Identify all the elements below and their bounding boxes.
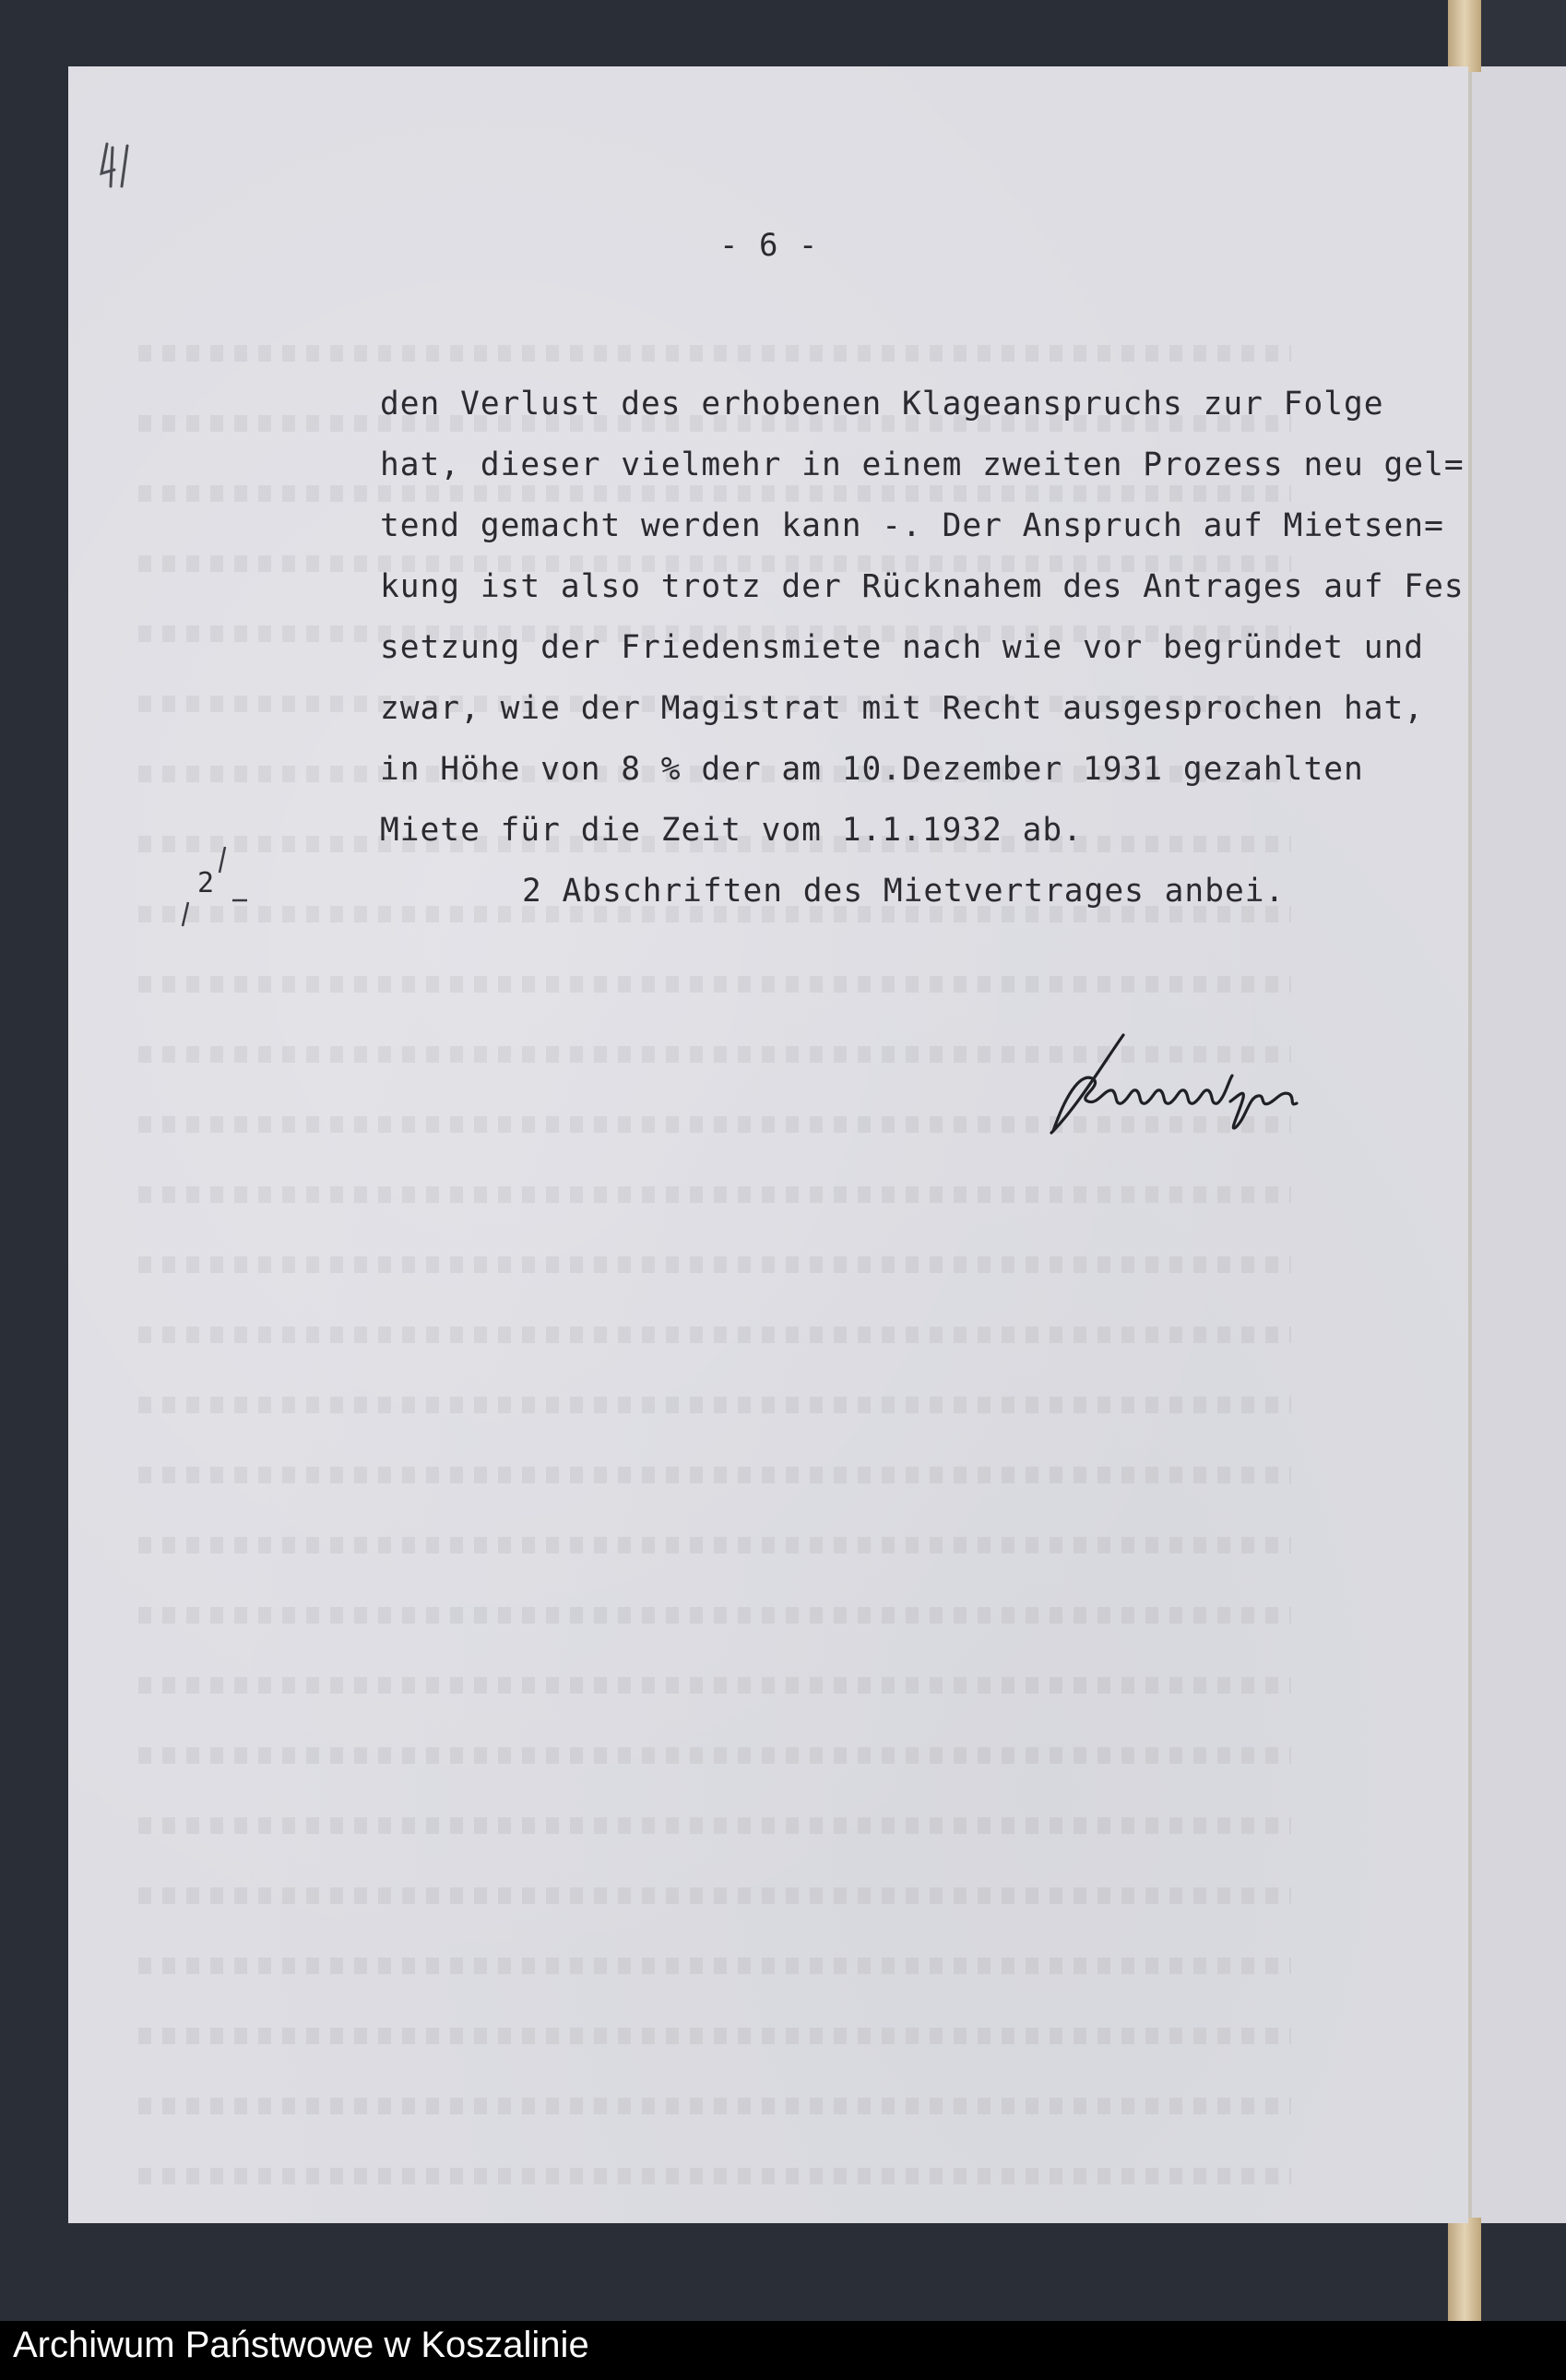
body-line-8: Miete für die Zeit vom 1.1.1932 ab. [380, 812, 1083, 849]
margin-enclosure-mark [177, 841, 260, 934]
archive-name: Archiwum Państwowe w Koszalinie [13, 2325, 589, 2365]
page-number: - 6 - [719, 227, 819, 264]
body-line-5: setzung der Friedensmiete nach wie vor begründet und [380, 629, 1425, 666]
body-line-3: tend gemacht werden kann -. Der Anspruch auf Mietsen= [380, 507, 1444, 544]
scanner-background [1481, 0, 1566, 66]
enclosure-note: 2 Abschriften des Mietvertrages anbei. [522, 873, 1286, 910]
margin-mark-number: 2 [197, 867, 215, 899]
handwritten-folio-number [94, 138, 149, 194]
body-line-1: den Verlust des erhobenen Klageanspruchs zur Folge [380, 386, 1384, 422]
binding-strip-top [1448, 0, 1481, 72]
body-line-4: kung ist also trotz der Rücknahem des Antrages auf Fes [380, 568, 1465, 605]
signature [1040, 1024, 1354, 1153]
body-line-2: hat, dieser vielmehr in einem zweiten Prozess neu gel= [380, 446, 1465, 483]
binding-strip-bottom [1448, 2218, 1481, 2321]
body-line-7: in Höhe von 8 % der am 10.Dezember 1931 gezahlten [380, 751, 1364, 788]
next-page-edge [1468, 66, 1566, 2223]
body-line-6: zwar, wie der Magistrat mit Recht ausgesprochen hat, [380, 690, 1425, 727]
